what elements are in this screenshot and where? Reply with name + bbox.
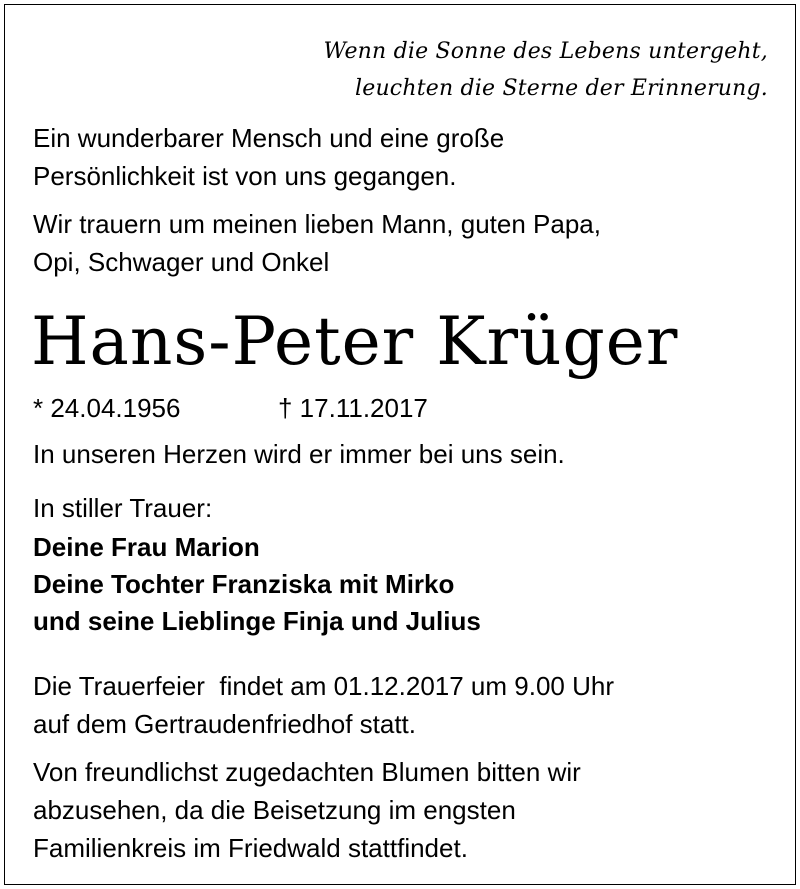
intro-line: Ein wunderbarer Mensch und eine große <box>33 123 505 153</box>
funeral-paragraph <box>33 667 614 743</box>
flowers-line: Von freundlichst zugedachten Blumen bitten wir <box>33 757 581 787</box>
mourners-list <box>33 529 481 640</box>
flowers-paragraph <box>33 753 581 867</box>
intro-line: Persönlichkeit ist von uns gegangen. <box>33 161 457 191</box>
mourning-line: Wir trauern um meinen lieben Mann, guten Papa, <box>33 209 601 239</box>
remembrance-line: In unseren Herzen wird er immer bei uns sein. <box>33 439 565 469</box>
motto-line: Wenn die Sonne des Lebens untergeht, <box>323 39 768 64</box>
death-date: † 17.11.2017 <box>278 393 428 423</box>
mourner-entry: Deine Frau Marion <box>33 532 260 562</box>
flowers-line: Familienkreis im Friedwald stattfindet. <box>33 833 468 863</box>
motto-quote <box>323 33 768 107</box>
birth-date: * 24.04.1956 <box>33 393 181 423</box>
life-dates <box>33 389 428 427</box>
mourning-paragraph <box>33 205 601 281</box>
mourning-line: Opi, Schwager und Onkel <box>33 247 330 277</box>
intro-paragraph <box>33 119 504 195</box>
funeral-line: auf dem Gertraudenfriedhof statt. <box>33 709 416 739</box>
deceased-name: Hans-Peter Krüger <box>31 303 679 380</box>
motto-line: leuchten die Sterne der Erinnerung. <box>354 76 768 101</box>
mourner-entry: Deine Tochter Franziska mit Mirko <box>33 569 455 599</box>
obituary-notice <box>4 4 796 885</box>
mourner-entry: und seine Lieblinge Finja und Julius <box>33 606 481 636</box>
signoff-label: In stiller Trauer: <box>33 493 213 523</box>
flowers-line: abzusehen, da die Beisetzung im engsten <box>33 795 516 825</box>
funeral-line: Die Trauerfeier findet am 01.12.2017 um 9.00 Uhr <box>33 671 614 701</box>
